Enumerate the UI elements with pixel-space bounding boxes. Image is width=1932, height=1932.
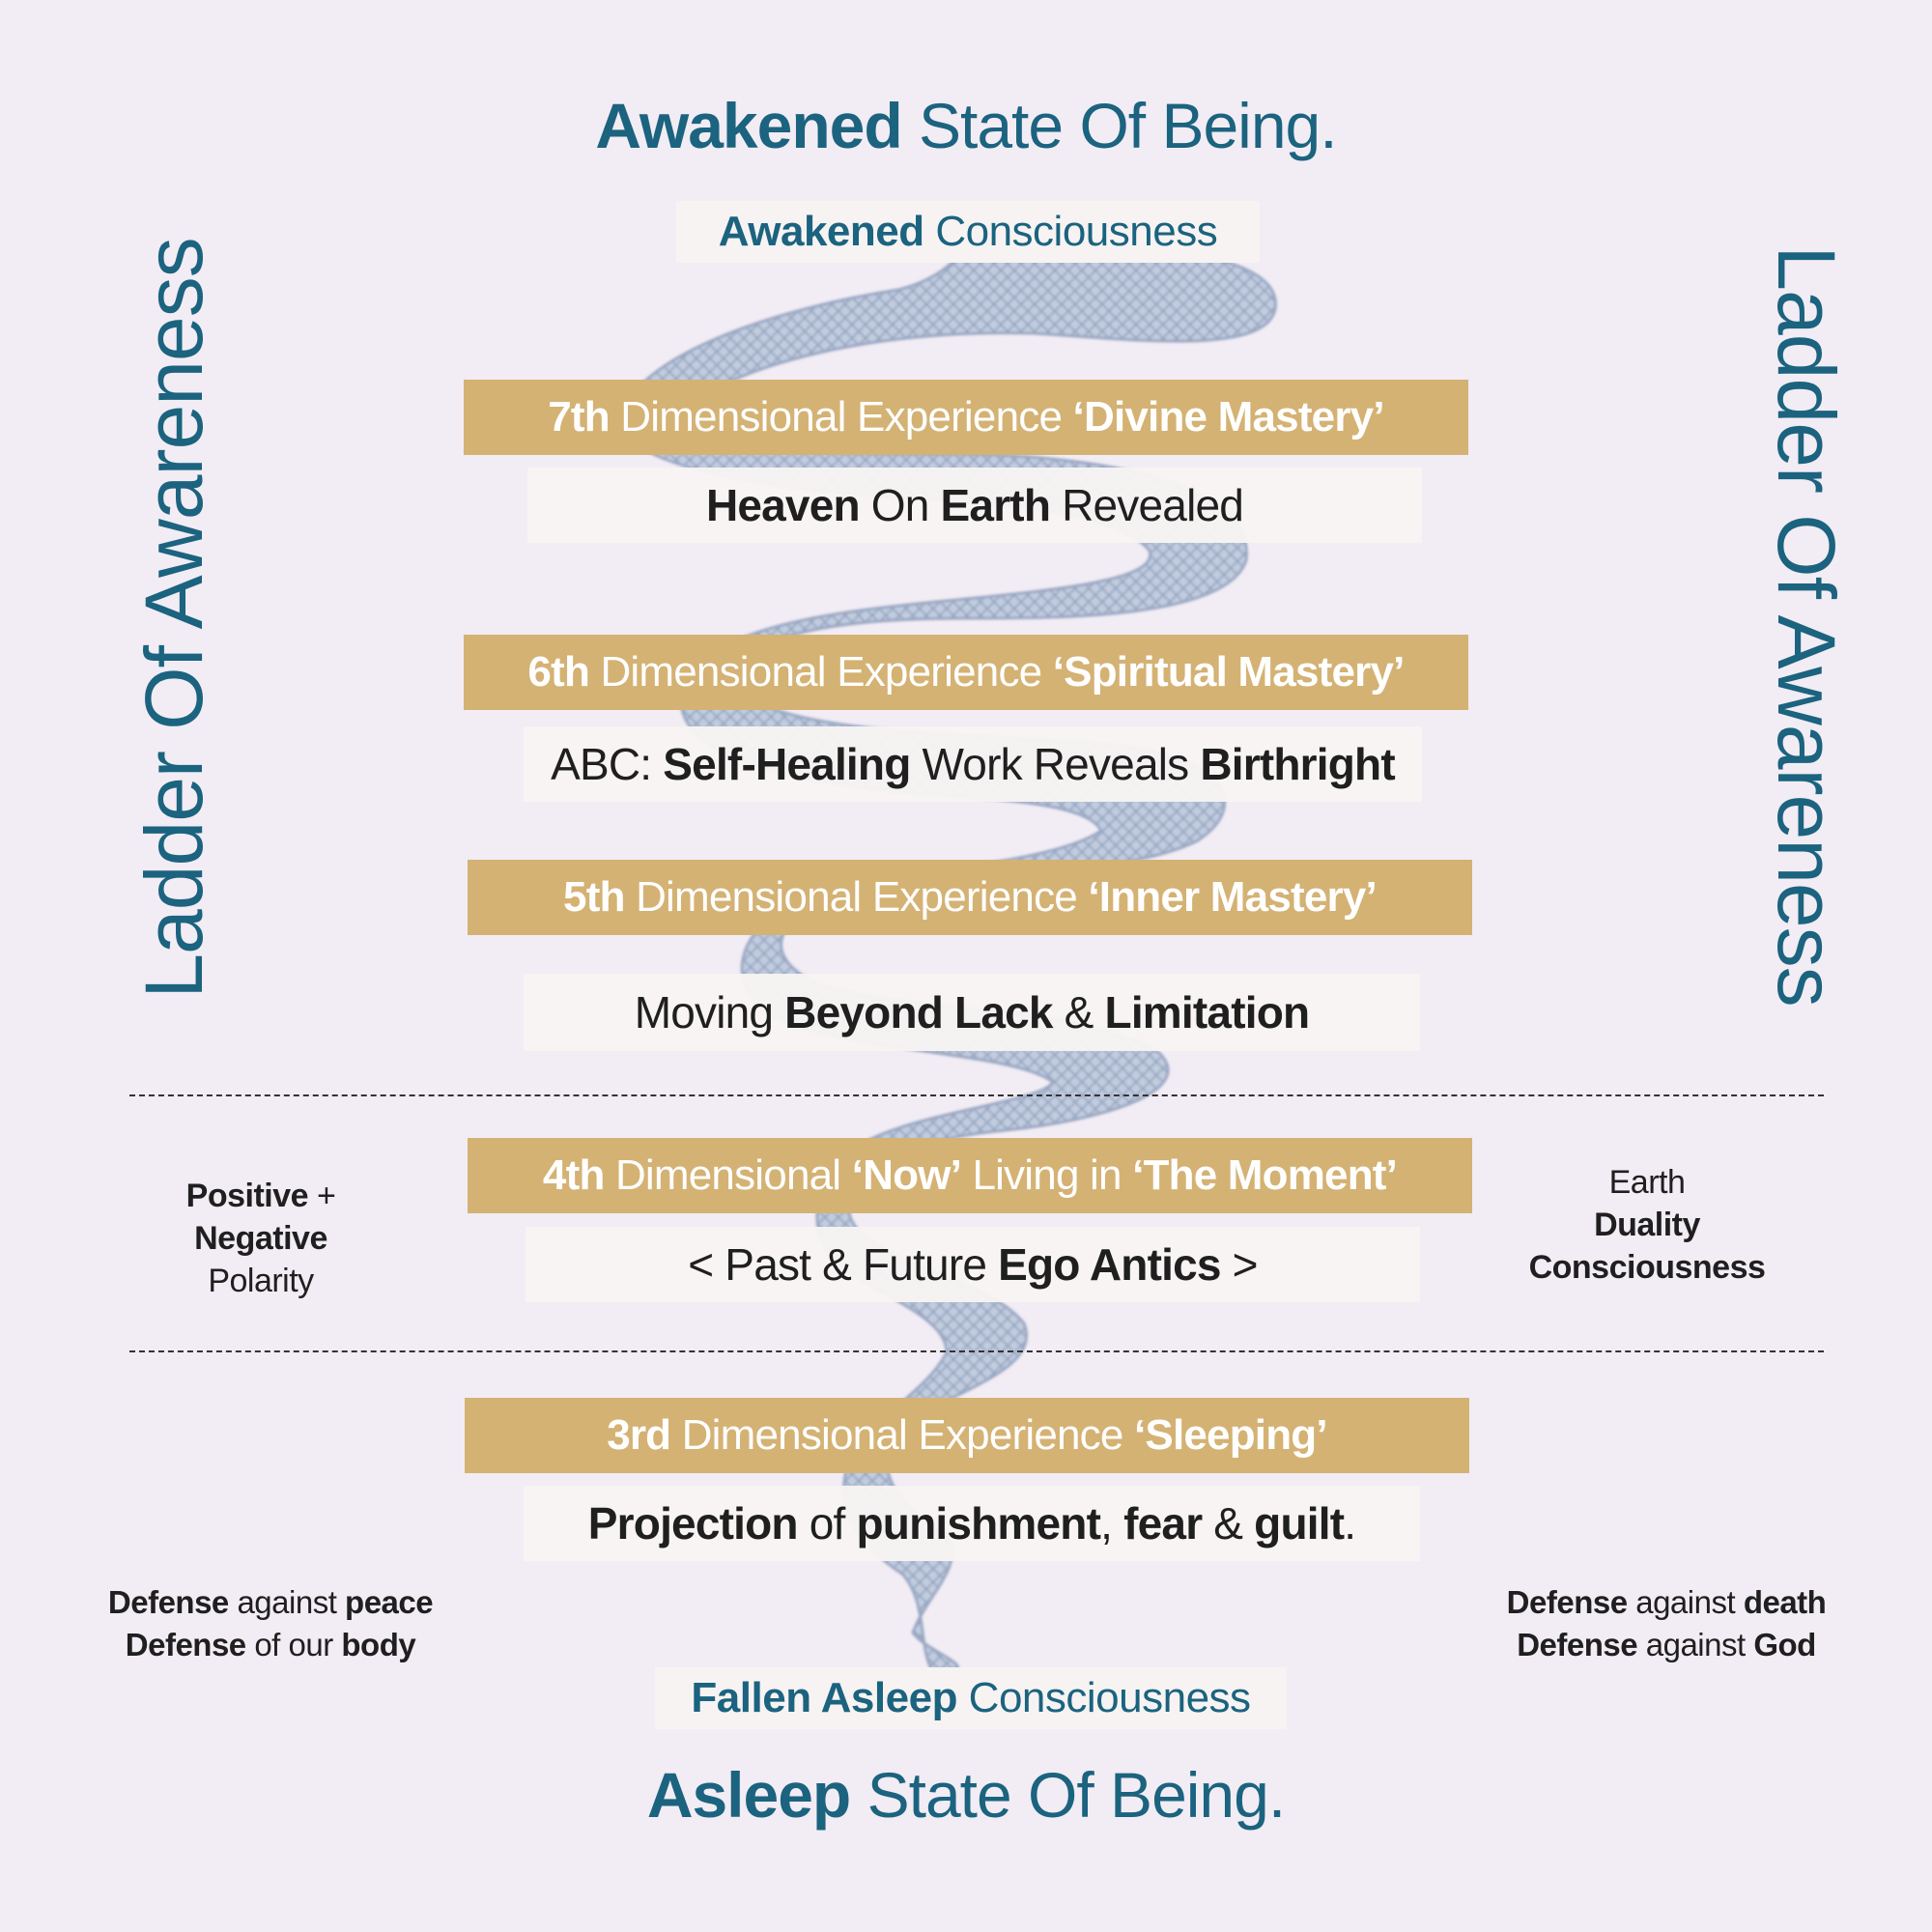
level-5-description: Moving Beyond Lack & Limitation <box>524 974 1420 1051</box>
ladder-of-awareness-left: Ladder Of Awareness <box>128 238 219 999</box>
level-7-description: Heaven On Earth Revealed <box>527 468 1422 543</box>
level-7-heading: 7th Dimensional Experience ‘Divine Mastery’ <box>464 380 1468 455</box>
defense-note-left: Defense against peace Defense of our body <box>107 1584 434 1662</box>
polarity-note: Positive + Negative Polarity <box>185 1178 336 1299</box>
level-6-description: ABC: Self-Healing Work Reveals Birthright <box>524 726 1422 802</box>
level-3-description: Projection of punishment, fear & guilt. <box>524 1486 1420 1561</box>
awakened-consciousness-label: Awakened Consciousness <box>676 201 1260 263</box>
divider-upper <box>129 1094 1824 1096</box>
level-5-heading: 5th Dimensional Experience ‘Inner Mastery’ <box>468 860 1472 935</box>
level-4-heading: 4th Dimensional ‘Now’ Living in ‘The Moment’ <box>468 1138 1472 1213</box>
awakened-state-title: Awakened State Of Being. <box>595 90 1337 161</box>
divider-lower <box>129 1350 1824 1352</box>
fallen-asleep-consciousness-label: Fallen Asleep Consciousness <box>655 1667 1287 1729</box>
duality-note: Earth Duality Consciousness <box>1528 1164 1766 1286</box>
asleep-state-title: Asleep State Of Being. <box>646 1759 1286 1831</box>
level-4-description: < Past & Future Ego Antics > <box>526 1227 1420 1302</box>
defense-note-right: Defense against death Defense against God <box>1506 1584 1827 1662</box>
ladder-of-awareness-right: Ladder Of Awareness <box>1761 245 1852 1007</box>
level-6-heading: 6th Dimensional Experience ‘Spiritual Mastery’ <box>464 635 1468 710</box>
level-3-heading: 3rd Dimensional Experience ‘Sleeping’ <box>465 1398 1469 1473</box>
